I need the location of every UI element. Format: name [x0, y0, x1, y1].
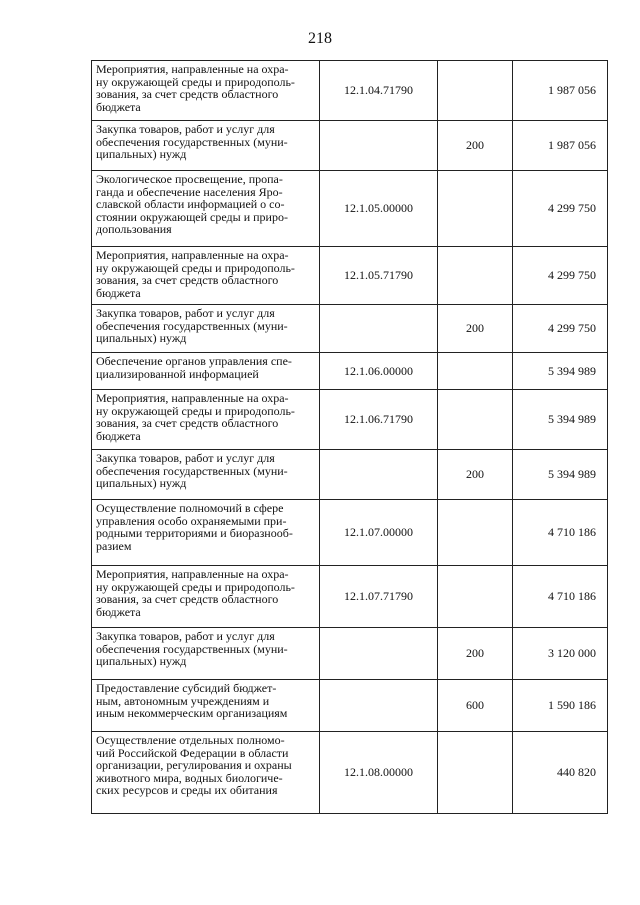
- expense-name-line: ципальных) нужд: [96, 654, 187, 669]
- target-code-cell: [320, 680, 438, 732]
- target-code-cell: [320, 628, 438, 680]
- expense-type-cell: 200: [438, 450, 513, 500]
- table-row: [92, 353, 608, 390]
- expense-name-line: циализированной информацией: [96, 366, 259, 381]
- table-row: [92, 121, 608, 171]
- budget-table: [91, 60, 608, 814]
- expense-name-line: обеспечения государственных (муни-: [96, 318, 288, 333]
- expense-name-line: зования, за счет средств областного: [96, 592, 279, 607]
- expense-name-line: организации, регулирования и охраны: [96, 758, 292, 773]
- expense-name-line: Осуществление отдельных полномо-: [96, 733, 285, 747]
- expense-name-line: ну окружающей среды и природополь-: [96, 74, 295, 89]
- expense-name-line: обеспечения государственных (муни-: [96, 641, 288, 656]
- table-row: [92, 247, 608, 305]
- expense-name-line: стоянии окружающей среды и приро-: [96, 209, 288, 224]
- expense-name-line: ских ресурсов и среды их обитания: [96, 783, 278, 798]
- expense-name-cell: [92, 353, 320, 390]
- expense-name-line: бюджета: [96, 428, 141, 443]
- expense-name-cell: [92, 450, 320, 500]
- expense-type-cell: [438, 732, 513, 814]
- expense-name-line: Мероприятия, направленные на охра-: [96, 567, 289, 581]
- expense-type-cell: [438, 61, 513, 121]
- expense-name-line: ну окружающей среды и природополь-: [96, 403, 295, 418]
- target-code-cell: [320, 305, 438, 353]
- expense-type-cell: [438, 247, 513, 305]
- expense-name-line: Обеспечение органов управления спе-: [96, 354, 292, 368]
- table-row: [92, 390, 608, 450]
- expense-type-cell: 200: [438, 628, 513, 680]
- target-code-cell: 12.1.06.71790: [320, 390, 438, 450]
- amount-cell: 4 299 750: [513, 247, 608, 305]
- expense-name-line: бюджета: [96, 99, 141, 114]
- table-row: [92, 732, 608, 814]
- expense-name-line: иным некоммерческим организациям: [96, 706, 288, 721]
- expense-name-line: Закупка товаров, работ и услуг для: [96, 629, 275, 643]
- expense-type-cell: 200: [438, 305, 513, 353]
- expense-name-line: обеспечения государственных (муни-: [96, 134, 288, 149]
- expense-name-line: зования, за счет средств областного: [96, 416, 279, 431]
- expense-name-line: ным, автономным учреждениям и: [96, 693, 270, 708]
- target-code-cell: 12.1.05.71790: [320, 247, 438, 305]
- expense-name-line: ципальных) нужд: [96, 331, 187, 346]
- expense-type-cell: [438, 353, 513, 390]
- expense-name-line: зования, за счет средств областного: [96, 273, 279, 288]
- expense-name-cell: [92, 121, 320, 171]
- expense-name-line: разием: [96, 538, 132, 553]
- expense-name-cell: [92, 566, 320, 628]
- amount-cell: 440 820: [513, 732, 608, 814]
- expense-name-cell: [92, 628, 320, 680]
- amount-cell: 4 299 750: [513, 305, 608, 353]
- expense-name-cell: [92, 500, 320, 566]
- table-row: [92, 500, 608, 566]
- expense-name-cell: [92, 247, 320, 305]
- target-code-cell: 12.1.08.00000: [320, 732, 438, 814]
- target-code-cell: [320, 121, 438, 171]
- table-row: [92, 450, 608, 500]
- amount-cell: 3 120 000: [513, 628, 608, 680]
- expense-name-line: ганда и обеспечение населения Яро-: [96, 184, 283, 199]
- amount-cell: 4 710 186: [513, 500, 608, 566]
- amount-cell: 1 590 186: [513, 680, 608, 732]
- expense-name-line: бюджета: [96, 604, 141, 619]
- expense-name-line: управления особо охраняемыми при-: [96, 513, 287, 528]
- expense-name-line: Закупка товаров, работ и услуг для: [96, 122, 275, 136]
- expense-name-line: Осуществление полномочий в сфере: [96, 501, 284, 515]
- expense-name-line: животного мира, водных биологиче-: [96, 770, 283, 785]
- table-row: [92, 680, 608, 732]
- expense-name-line: бюджета: [96, 285, 141, 300]
- table-row: [92, 171, 608, 247]
- expense-type-cell: [438, 500, 513, 566]
- expense-type-cell: [438, 171, 513, 247]
- expense-name-line: Предоставление субсидий бюджет-: [96, 681, 277, 695]
- expense-name-cell: [92, 305, 320, 353]
- amount-cell: 4 710 186: [513, 566, 608, 628]
- expense-name-line: ципальных) нужд: [96, 476, 187, 491]
- table-row: [92, 628, 608, 680]
- expense-name-line: ципальных) нужд: [96, 147, 187, 162]
- expense-name-line: обеспечения государственных (муни-: [96, 463, 288, 478]
- table-row: [92, 305, 608, 353]
- expense-name-line: чий Российской Федерации в области: [96, 745, 289, 760]
- expense-name-cell: [92, 680, 320, 732]
- expense-name-cell: [92, 61, 320, 121]
- target-code-cell: 12.1.07.00000: [320, 500, 438, 566]
- budget-table-body: [92, 61, 608, 814]
- expense-type-cell: [438, 566, 513, 628]
- expense-name-cell: [92, 390, 320, 450]
- amount-cell: 5 394 989: [513, 390, 608, 450]
- amount-cell: 5 394 989: [513, 450, 608, 500]
- target-code-cell: [320, 450, 438, 500]
- expense-name-line: допользования: [96, 222, 172, 237]
- target-code-cell: 12.1.07.71790: [320, 566, 438, 628]
- expense-name-line: Мероприятия, направленные на охра-: [96, 62, 289, 76]
- expense-name-line: родными территориями и биоразнооб-: [96, 526, 293, 541]
- expense-name-cell: [92, 732, 320, 814]
- page-number: 218: [308, 30, 332, 47]
- target-code-cell: 12.1.04.71790: [320, 61, 438, 121]
- expense-type-cell: 200: [438, 121, 513, 171]
- expense-name-line: ну окружающей среды и природополь-: [96, 579, 295, 594]
- target-code-cell: 12.1.06.00000: [320, 353, 438, 390]
- table-row: [92, 566, 608, 628]
- expense-name-line: ну окружающей среды и природополь-: [96, 260, 295, 275]
- amount-cell: 1 987 056: [513, 121, 608, 171]
- expense-name-line: зования, за счет средств областного: [96, 87, 279, 102]
- expense-name-line: Закупка товаров, работ и услуг для: [96, 306, 275, 320]
- expense-name-line: Мероприятия, направленные на охра-: [96, 248, 289, 262]
- table-row: [92, 61, 608, 121]
- expense-type-cell: [438, 390, 513, 450]
- expense-name-line: Экологическое просвещение, пропа-: [96, 172, 283, 186]
- amount-cell: 5 394 989: [513, 353, 608, 390]
- expense-name-line: славской области информацией о со-: [96, 197, 285, 212]
- expense-type-cell: 600: [438, 680, 513, 732]
- amount-cell: 1 987 056: [513, 61, 608, 121]
- expense-name-line: Мероприятия, направленные на охра-: [96, 391, 289, 405]
- expense-name-cell: [92, 171, 320, 247]
- target-code-cell: 12.1.05.00000: [320, 171, 438, 247]
- expense-name-line: Закупка товаров, работ и услуг для: [96, 451, 275, 465]
- amount-cell: 4 299 750: [513, 171, 608, 247]
